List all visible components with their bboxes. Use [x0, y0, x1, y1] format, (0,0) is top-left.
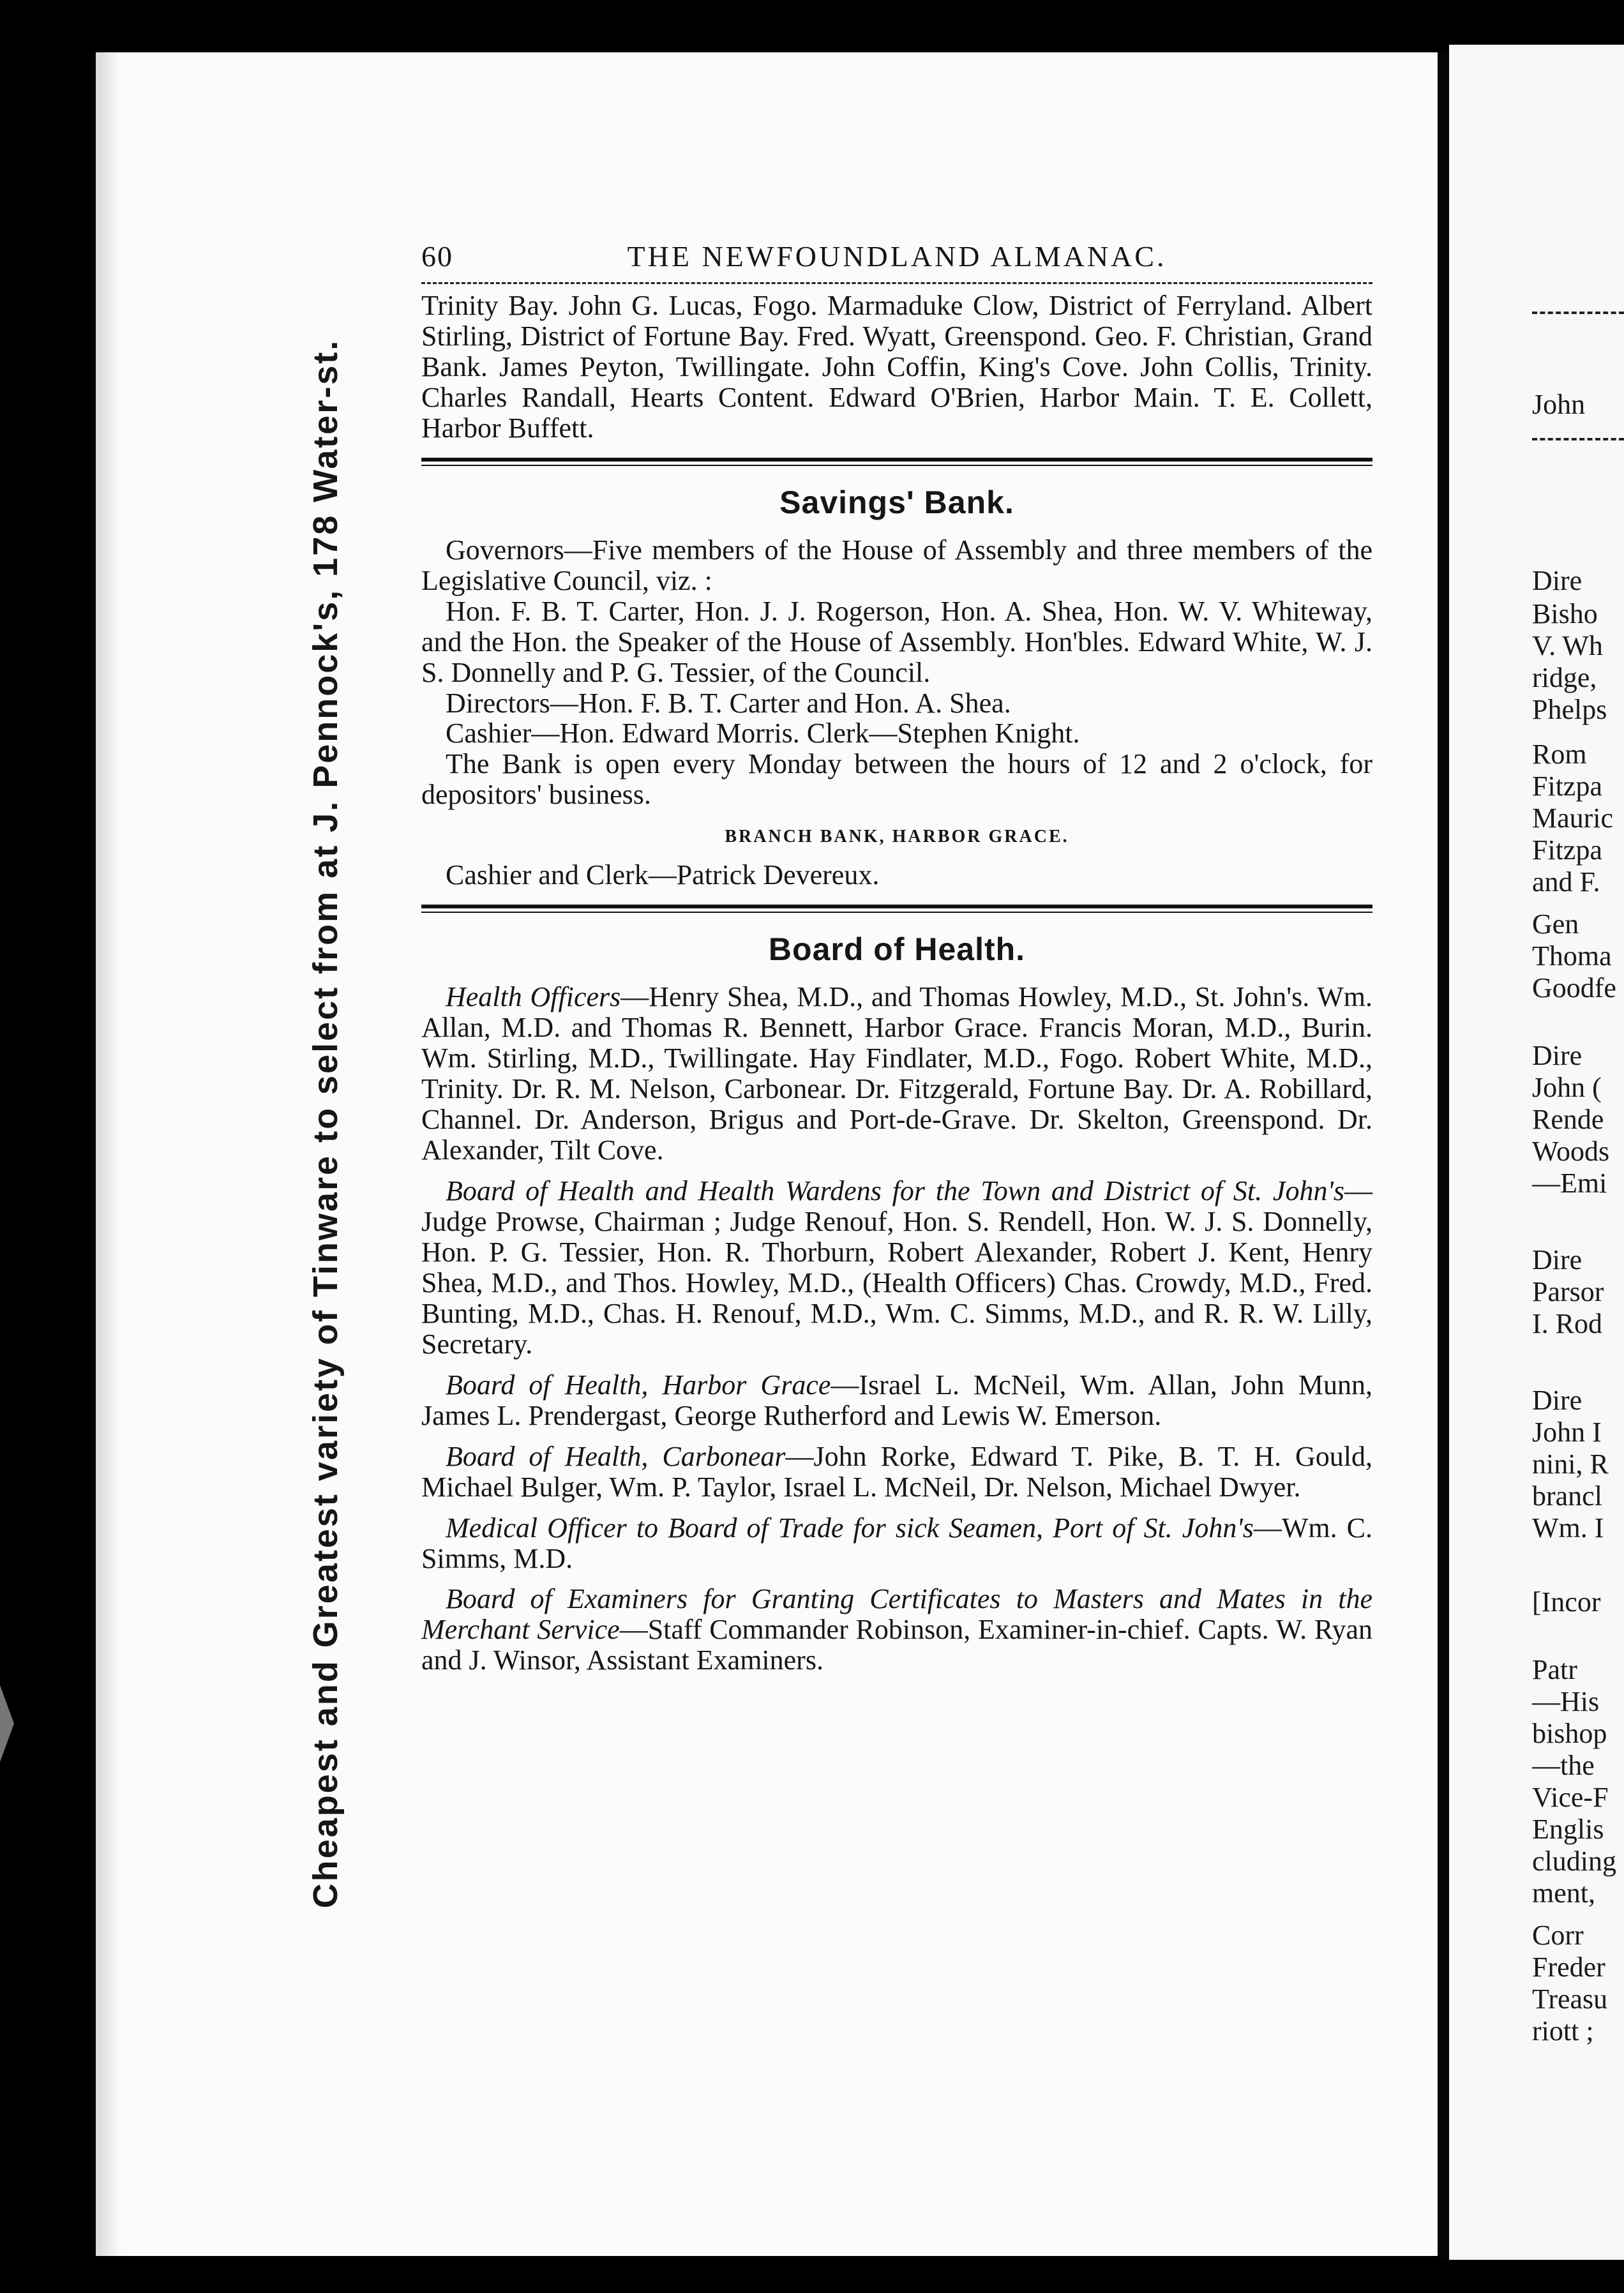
entry-text: —Wm. C. Simms, M.D.	[421, 1512, 1372, 1574]
savings-bank-members: Hon. F. B. T. Carter, Hon. J. J. Rogerson, Hon. A. Shea, Hon. W. V. Whiteway, and the Hon. the Speaker of the House of Assembly. Hon'bles. Edward White, W. J. S. Donnelly and P. G. Tessier, of the Council.	[421, 595, 1372, 688]
facing-page-rule	[1532, 312, 1624, 314]
facing-page-fragment: Wm. I	[1532, 1512, 1604, 1544]
branch-bank-staff: Cashier and Clerk—Patrick Devereux.	[446, 859, 880, 891]
opening-paragraph: Trinity Bay. John G. Lucas, Fogo. Marmaduke Clow, District of Ferryland. Albert Stirling, District of Fortune Bay. Fred. Wyatt, Greenspond. Geo. F. Christian, Grand Bank. James Peyton, Twillingate. John Coffin, King's Cove. John Collis, Trinity. Charles Randall, Hearts Content. Edward O'Brien, Harbor Main. T. E. Collett, Harbor Buffett.	[421, 290, 1372, 444]
facing-page-fragment: John (	[1532, 1072, 1602, 1103]
facing-page-rule	[1532, 438, 1624, 440]
facing-page-fragment: brancl	[1532, 1480, 1602, 1512]
book-spine	[1438, 51, 1449, 2260]
facing-page-fragment: Rende	[1532, 1104, 1604, 1135]
facing-page-fragment: Treasu	[1532, 1983, 1608, 2015]
entry-label: Board of Health, Harbor Grace	[446, 1369, 831, 1401]
header-rule	[421, 282, 1372, 284]
facing-page-fragment: Mauric	[1532, 802, 1614, 834]
page-number: 60	[421, 240, 453, 273]
facing-page-fragment: Vice-F	[1532, 1782, 1609, 1813]
savings-bank-cashier: Cashier—Hon. Edward Morris. Clerk—Stephen Knight.	[446, 718, 1080, 749]
health-entry	[421, 1370, 1372, 1431]
page-gutter-shadow	[96, 52, 121, 2256]
facing-page-fragment: Bisho	[1532, 598, 1598, 629]
savings-bank-governors: Governors—Five members of the House of Assembly and three members of the Legislative Council, viz. :	[421, 534, 1372, 596]
entry-label: Board of Health, Carbonear	[446, 1440, 786, 1472]
savings-bank-title: Savings' Bank.	[779, 484, 1014, 520]
health-entry	[421, 1584, 1372, 1676]
facing-page-fragment: Gen	[1532, 908, 1579, 940]
facing-page-fragment: Dire	[1532, 1244, 1583, 1275]
entry-label: Medical Officer to Board of Trade for sick Seamen, Port of St. John's	[446, 1512, 1254, 1544]
facing-page-fragment: —the	[1532, 1750, 1595, 1781]
running-title: THE NEWFOUNDLAND ALMANAC.	[627, 240, 1167, 273]
facing-page-fragment: ment,	[1532, 1877, 1595, 1909]
health-entry	[421, 982, 1372, 1166]
health-entry	[421, 1441, 1372, 1503]
facing-page-fragment: V. Wh	[1532, 630, 1603, 661]
facing-page-fragment: bishop	[1532, 1718, 1607, 1749]
facing-page-fragment: —His	[1532, 1686, 1600, 1717]
entry-label: Board of Health and Health Wardens for the Town and District of St. John's	[446, 1175, 1344, 1207]
facing-page-fragment: ridge,	[1532, 662, 1597, 693]
facing-page-fragment: Rom	[1532, 739, 1587, 770]
facing-page-fragment: Parsor	[1532, 1276, 1604, 1307]
health-entry	[421, 1176, 1372, 1360]
facing-page-fragment: [Incor	[1532, 1586, 1601, 1618]
health-entry	[421, 1513, 1372, 1574]
entry-text: —Henry Shea, M.D., and Thomas Howley, M.D., St. John's. Wm. Allan, M.D. and Thomas R. Bennett, Harbor Grace. Francis Moran, M.D., Burin. Wm. Stirling, M.D., Twillingate. Hay Findlater, M.D., Fogo. Robert White, M.D., Trinity. Dr. R. M. Nelson, Carbonear. Dr. Fitzgerald, Fortune Bay. Dr. A. Robillard, Channel. Dr. Anderson, Brigus and Port-de-Grave. Dr. Skelton, Greenspond. Dr. Alexander, Tilt Cove.	[421, 981, 1373, 1166]
savings-bank-hours: The Bank is open every Monday between the hours of 12 and 2 o'clock, for depositors' business.	[421, 748, 1372, 811]
facing-page-fragment: nini, R	[1532, 1448, 1609, 1480]
entry-label: Health Officers	[446, 981, 621, 1013]
facing-page-fragment: Woods	[1532, 1136, 1610, 1167]
facing-page-fragment: riott ;	[1532, 2015, 1594, 2047]
scan-edge-mark	[0, 1685, 14, 1762]
facing-page-fragment: cluding	[1532, 1846, 1616, 1877]
facing-page-fragment: Freder	[1532, 1951, 1605, 1983]
entry-text: —John Rorke, Edward T. Pike, B. T. H. Gould, Michael Bulger, Wm. P. Taylor, Israel L. McNeil, Dr. Nelson, Michael Dwyer.	[421, 1440, 1373, 1503]
branch-bank-heading: BRANCH BANK, HARBOR GRACE.	[725, 827, 1069, 847]
facing-page-fragment: Dire	[1532, 1040, 1583, 1071]
facing-page-fragment: I. Rod	[1532, 1308, 1602, 1339]
facing-page-fragment: John I	[1532, 1417, 1602, 1448]
entry-label: Board of Examiners for Granting Certificates to Masters and Mates in the Merchant Service	[421, 1583, 1372, 1646]
board-of-health-title: Board of Health.	[768, 931, 1026, 968]
facing-page-fragment: Fitzpa	[1532, 771, 1602, 802]
section-divider	[421, 905, 1372, 913]
section-divider	[421, 458, 1372, 466]
facing-page-fragment: Englis	[1532, 1814, 1604, 1845]
facing-page-fragment: Goodfe	[1532, 972, 1616, 1004]
entry-text: —Judge Prowse, Chairman ; Judge Renouf, Hon. S. Rendell, Hon. W. J. S. Donnelly, Hon. P. G. Tessier, Hon. R. Thorburn, Robert Alexander, Robert J. Kent, Henry Shea, M.D., and Thos. Howley, M.D., (Health Officers) Chas. Crowdy, M.D., Fred. Bunting, M.D., Chas. H. Renouf, M.D., Wm. C. Simms, M.D., and R. R. W. Lilly, Secretary.	[421, 1175, 1372, 1360]
facing-page-fragment: Patr	[1532, 1654, 1577, 1685]
entry-text: —Staff Commander Robinson, Examiner-in-chief. Capts. W. Ryan and J. Winsor, Assistant Examiners.	[421, 1614, 1373, 1676]
main-text-column	[421, 239, 1372, 1676]
facing-page-fragment: John	[1532, 389, 1586, 420]
facing-page-fragment: Corr	[1532, 1920, 1584, 1951]
facing-page-fragment: Thoma	[1532, 940, 1612, 972]
facing-page-fragment: —Emi	[1532, 1168, 1607, 1199]
facing-page-fragment: Dire	[1532, 565, 1583, 596]
facing-page-fragment: Phelps	[1532, 694, 1607, 725]
savings-bank-directors: Directors—Hon. F. B. T. Carter and Hon. A. Shea.	[446, 687, 1011, 719]
facing-page-fragment: and F.	[1532, 866, 1600, 898]
facing-page-fragment: Fitzpa	[1532, 834, 1602, 866]
entry-text: —Israel L. McNeil, Wm. Allan, John Munn, James L. Prendergast, George Rutherford and Lewis W. Emerson.	[421, 1369, 1373, 1431]
running-header	[421, 239, 1372, 273]
side-advertisement: Cheapest and Greatest variety of Tinware to select from at J. Pennock's, 178 Water-st.	[306, 338, 345, 1909]
facing-page-fragment: Dire	[1532, 1385, 1583, 1416]
